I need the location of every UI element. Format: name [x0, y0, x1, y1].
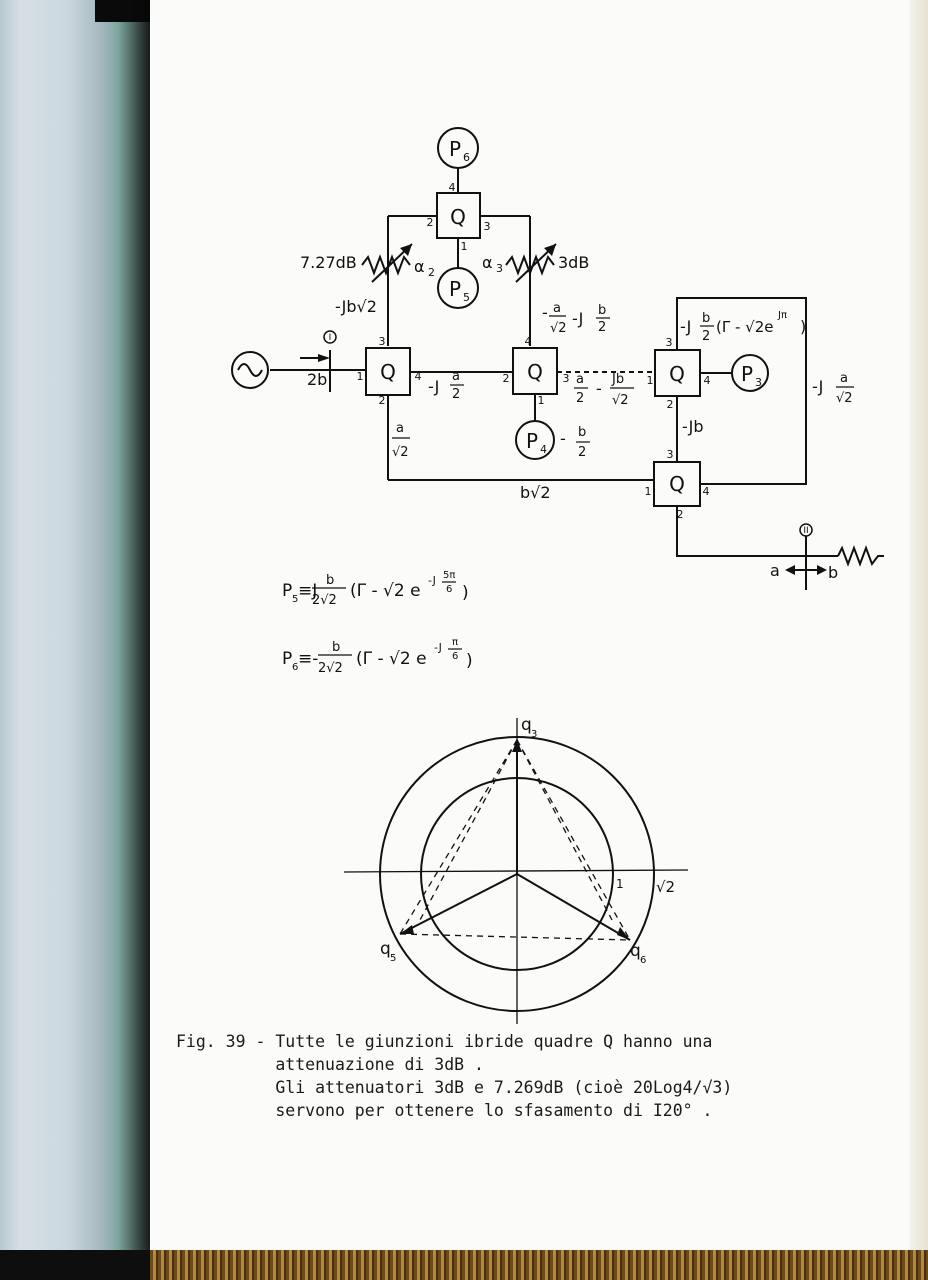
ref-label-I: I [328, 333, 332, 343]
frac-den: 2 [578, 445, 587, 460]
port-number: 3 [378, 335, 386, 348]
eq-p5-lhs: P [282, 581, 293, 601]
wire [677, 506, 838, 556]
port-number: 4 [448, 181, 456, 194]
phasor-diagram [344, 718, 688, 1024]
frac-num: a [396, 421, 404, 436]
eq-p6-lhs: P [282, 649, 293, 669]
att-left-value: 7.27dB [300, 253, 357, 272]
port-number: 2 [666, 398, 674, 411]
q-label: Q [527, 360, 543, 384]
port-number: 4 [524, 335, 532, 348]
label-b-sqrt2: b√2 [520, 483, 551, 502]
alpha-sub: 3 [496, 262, 503, 275]
eq-exp: -J [428, 574, 436, 587]
frac-num: b [598, 303, 607, 318]
probe-sub: 4 [540, 443, 547, 456]
frac-num: a [840, 371, 848, 386]
q6-label: q [630, 941, 641, 961]
q-label: Q [669, 472, 685, 496]
port-number: 1 [537, 394, 545, 407]
frac-den: 2 [702, 329, 711, 344]
alpha-sub: 2 [428, 266, 435, 279]
label-minus-j: -J [428, 377, 440, 396]
port-number: 3 [665, 336, 673, 349]
port-number: 1 [356, 370, 364, 383]
probe-label: P [449, 277, 462, 301]
minus-sign: - [560, 429, 566, 448]
eq-exp-den: 6 [446, 584, 453, 595]
arrow-head [617, 927, 630, 940]
port-number: 1 [644, 485, 652, 498]
label-minus-jb: -Jb [682, 417, 704, 436]
frac-num: b [578, 425, 587, 440]
frac-den: 2 [576, 391, 585, 406]
port-number: 3 [483, 220, 491, 233]
frac-den: √2 [550, 321, 567, 336]
eq-exp-num: π [452, 637, 459, 648]
eq-num: b [332, 640, 341, 655]
q-sub: 5 [390, 953, 397, 964]
q-label: Q [669, 362, 685, 386]
port-number: 2 [676, 508, 684, 521]
frac-num: a [553, 301, 561, 316]
eq-exp-den: 6 [452, 651, 459, 662]
port-number: 4 [702, 485, 710, 498]
q-sub: 3 [531, 729, 538, 740]
label-jb-sqrt2: -Jb√2 [335, 297, 377, 316]
port-number: 1 [460, 240, 468, 253]
frac-num: a [452, 369, 460, 384]
frac-den: 2 [452, 387, 461, 402]
eq-body: (Γ - √2 e [356, 649, 427, 669]
port-number: 2 [502, 372, 510, 385]
ref-label-II: II [803, 526, 809, 536]
frac-den: √2 [612, 393, 629, 408]
label-minus-j: -J [572, 309, 584, 328]
probe-sub: 3 [755, 376, 762, 389]
termination-resistor [838, 548, 884, 564]
q-label: Q [450, 205, 466, 229]
q-label: Q [380, 360, 396, 384]
probe-label: P [526, 429, 539, 453]
eq-body: (Γ - √2 e [350, 581, 421, 601]
alpha-3: α [482, 253, 493, 272]
alpha-2: α [414, 257, 425, 276]
port-number: 4 [703, 374, 711, 387]
figure-caption [176, 1030, 876, 1122]
frac-den: √2 [392, 445, 409, 460]
caption-line: attenuazione di 3dB . [176, 1055, 484, 1074]
minus-sign: - [542, 303, 548, 322]
arrow-head [512, 740, 522, 752]
eq-exp-num: 5π [443, 570, 456, 581]
port-number: 3 [562, 372, 570, 385]
outer-radius-label: √2 [656, 878, 676, 896]
caption-line: servono per ottenere lo sfasamento di I20° . [176, 1101, 713, 1120]
port-number: 4 [414, 370, 422, 383]
label-minus-j: -J [812, 377, 824, 396]
eq-rel: ≡- [298, 649, 319, 669]
wave-b-label: b [828, 563, 839, 582]
eq-sub: 5 [292, 594, 299, 605]
sine-wave [238, 364, 262, 376]
eq-exp: -J [434, 641, 442, 654]
eq-num: b [326, 573, 335, 588]
input-label: 2b [307, 370, 328, 389]
q5-label: q [380, 939, 391, 959]
q-sub: 6 [640, 955, 647, 966]
frac-num: Jb [612, 372, 625, 387]
port-number: 1 [646, 374, 654, 387]
probe-sub: 5 [463, 291, 470, 304]
frac-den: √2 [836, 391, 853, 406]
att-right-value: 3dB [558, 253, 590, 272]
close-paren: ) [800, 317, 807, 336]
port-number: 2 [426, 216, 434, 229]
eq-rel: ≡J [298, 581, 318, 601]
probe-label: P [741, 362, 754, 386]
probe-sub: 6 [463, 151, 470, 164]
eq-close: ) [466, 651, 473, 671]
label-minus-j: -J [680, 317, 692, 336]
caption-line: Gli attenuatori 3dB e 7.269dB (cioè 20Log4/√3) [176, 1078, 733, 1097]
frac-den: 2 [598, 320, 607, 335]
frac-num: a [576, 372, 584, 387]
caption-line: Fig. 39 - Tutte le giunzioni ibride quadre Q hanno una [176, 1032, 713, 1051]
port-number: 2 [378, 394, 386, 407]
probe-label: P [449, 137, 462, 161]
q3-label: q [521, 715, 532, 735]
eq-den: 2√2 [318, 661, 343, 676]
exponent: Jπ [778, 310, 787, 321]
eq-close: ) [462, 583, 469, 603]
inner-radius-label: 1 [616, 877, 624, 891]
minus-sign: - [596, 379, 602, 398]
eq-den: 2√2 [312, 593, 337, 608]
port-number: 3 [666, 448, 674, 461]
frac-num: b [702, 311, 711, 326]
eq-sub: 6 [292, 662, 299, 673]
wave-a-label: a [770, 561, 780, 580]
gamma-term: (Γ - √2e [716, 318, 774, 336]
attenuator-left [362, 257, 410, 273]
